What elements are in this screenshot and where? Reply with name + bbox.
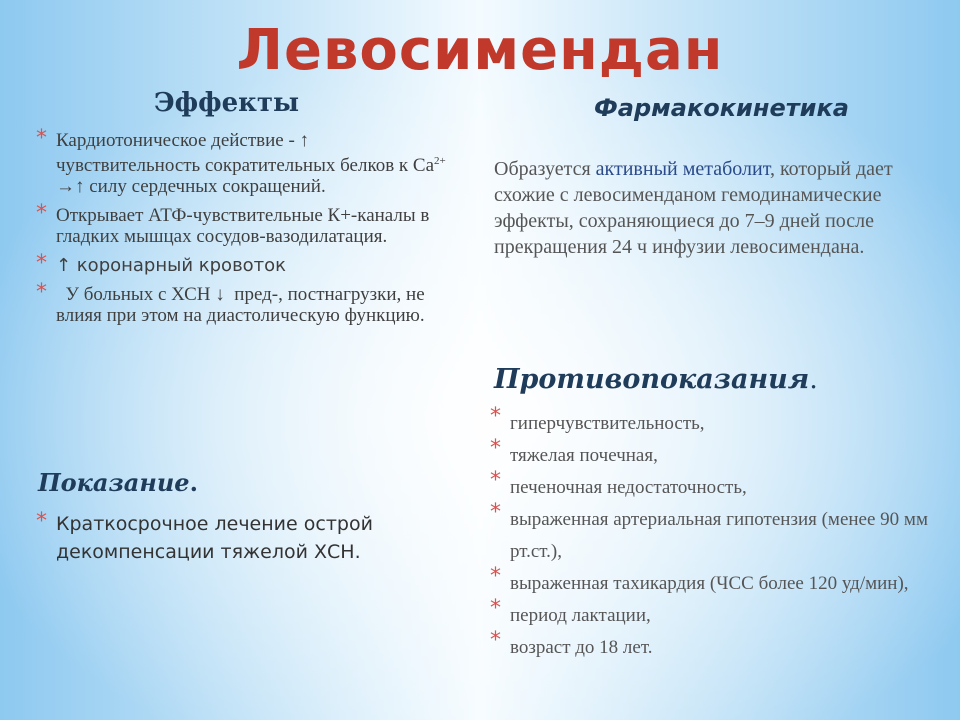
effect-text: ↑ коронарный кровоток — [56, 255, 287, 276]
list-item — [36, 126, 456, 197]
bullet-star-icon: * — [490, 468, 501, 493]
list-item — [490, 468, 930, 504]
list-item — [36, 510, 436, 566]
bullet-star-icon: * — [36, 280, 47, 305]
bullet-star-icon: * — [36, 251, 47, 276]
effect-superscript: 2+ — [434, 155, 446, 167]
contraindications-heading-text: Противопоказания — [494, 364, 810, 395]
bullet-star-icon: * — [490, 436, 501, 461]
pharmacokinetics-highlight: активный метаболит — [595, 158, 770, 180]
indication-heading-suffix: . — [189, 468, 198, 497]
pharmacokinetics-text-rest: , который дает схожие с левосименданом гемодинамические эффекты, сохраняющиеся до 7–9 дней после прекращения 24 ч инфузии левосимендана. — [494, 158, 893, 258]
list-item — [490, 404, 930, 440]
contraindication-text: гиперчувствительность, — [510, 413, 705, 434]
bullet-star-icon: * — [490, 564, 501, 589]
effects-list — [36, 126, 456, 334]
contraindication-text: тяжелая почечная, — [510, 445, 658, 466]
effect-text: Открывает АТФ-чувствительные К+-каналы в гладких мышцах сосудов-вазодилатация. — [56, 205, 430, 247]
list-item — [36, 280, 456, 326]
pharmacokinetics-text — [494, 156, 934, 260]
contraindications-heading — [494, 364, 818, 395]
contraindication-text: возраст до 18 лет. — [510, 637, 653, 658]
contraindication-text: период лактации, — [510, 605, 651, 626]
contraindication-text: печеночная недостаточность, — [510, 477, 747, 498]
indication-heading — [38, 468, 198, 497]
effect-text: Кардиотоническое действие - ↑ чувствительность сократительных белков к Ca — [56, 130, 435, 176]
indication-list — [36, 510, 436, 566]
bullet-star-icon: * — [36, 126, 47, 151]
bullet-star-icon: * — [490, 628, 501, 653]
effects-heading: Эффекты — [154, 88, 300, 118]
contraindications-list — [490, 404, 930, 664]
list-item — [490, 500, 930, 568]
list-item — [490, 436, 930, 472]
indication-text: Краткосрочное лечение острой декомпенсации тяжелой ХСН. — [56, 513, 373, 563]
bullet-star-icon: * — [36, 509, 47, 534]
bullet-star-icon: * — [36, 201, 47, 226]
list-item — [490, 564, 930, 600]
effect-text-continued: →↑ силу сердечных сокращений. — [56, 176, 326, 197]
bullet-star-icon: * — [490, 500, 501, 525]
contraindication-text: выраженная артериальная гипотензия (менее 90 мм рт.ст.), — [510, 509, 928, 562]
bullet-star-icon: * — [490, 404, 501, 429]
list-item — [36, 251, 456, 276]
indication-heading-text: Показание — [38, 468, 190, 497]
list-item — [490, 596, 930, 632]
bullet-star-icon: * — [490, 596, 501, 621]
pharmacokinetics-text-prefix: Образуется — [494, 158, 596, 180]
slide-title: Левосимендан — [236, 18, 724, 83]
contraindication-text: выраженная тахикардия (ЧСС более 120 уд/мин), — [510, 573, 909, 594]
effect-text: У больных с ХСН ↓ пред-, постнагрузки, не влияя при этом на диастолическую функцию. — [56, 284, 430, 326]
contraindications-heading-suffix: . — [809, 364, 818, 395]
pharmacokinetics-heading: Фармакокинетика — [594, 94, 849, 122]
list-item — [36, 201, 456, 247]
list-item — [490, 628, 930, 664]
